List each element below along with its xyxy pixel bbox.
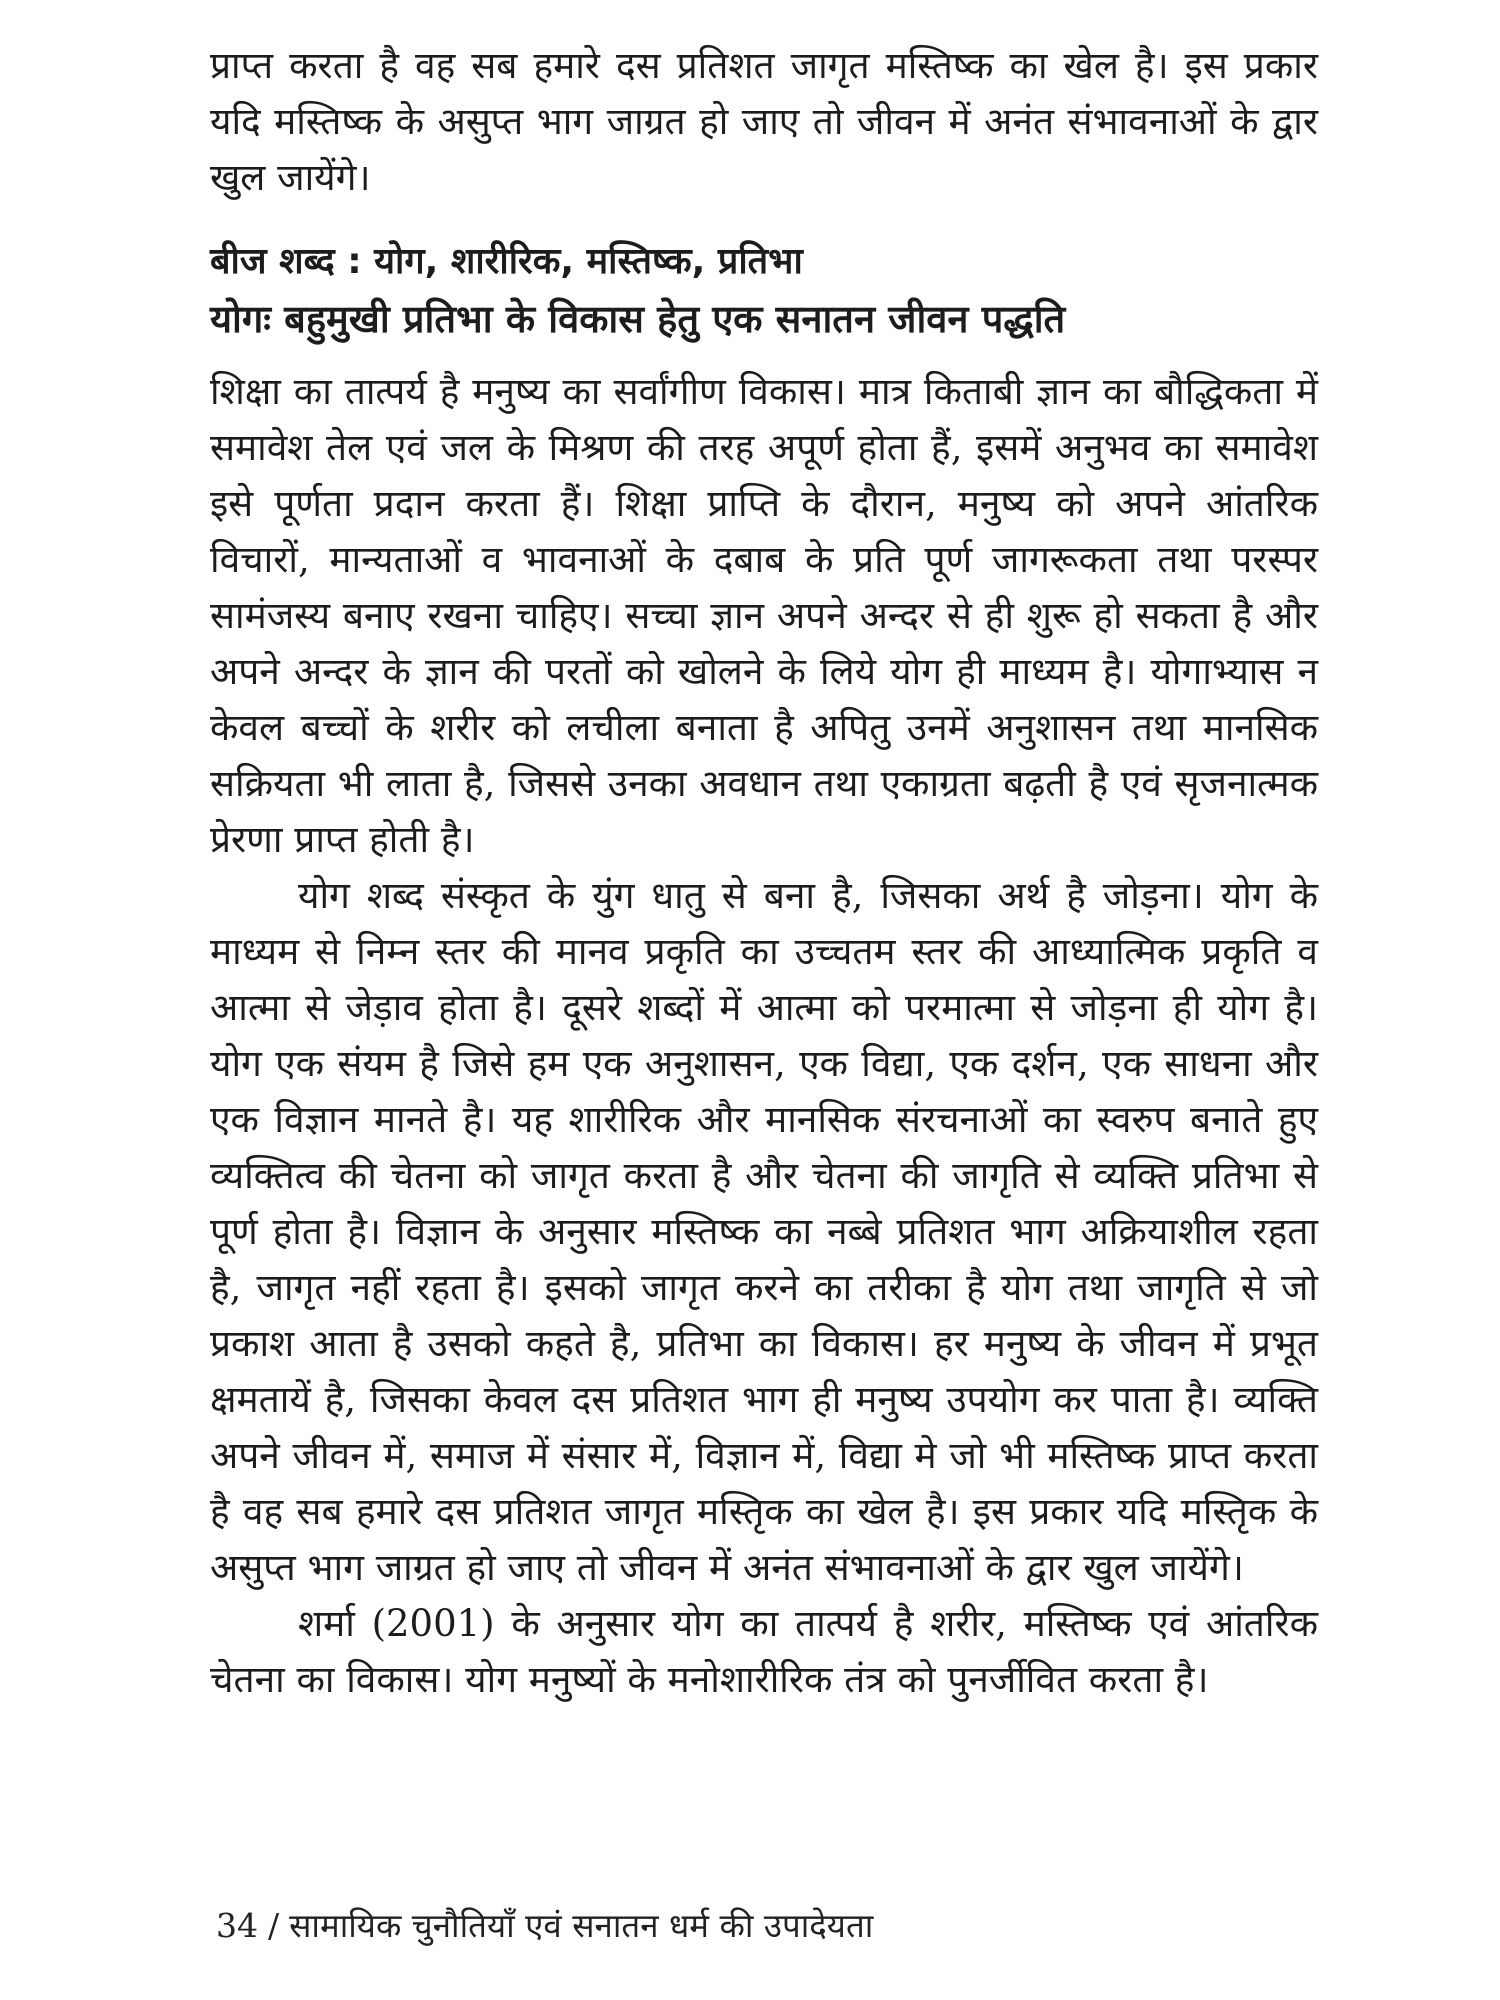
- body-paragraph-1: शिक्षा का तात्पर्य है मनुष्य का सर्वांगीण विकास। मात्र किताबी ज्ञान का बौद्धिकता में समावेश तेल एवं जल के मिश्रण की तरह अपूर्ण होता हैं, इसमें अनुभव का समावेश इसे पूर्णता प्रदान करता हैं। शिक्षा प्राप्ति के दौरान, मनुष्य को अपने आंतरिक विचारों, मान्यताओं व भावनाओं के दबाब के प्रति पूर्ण जागरूकता तथा परस्पर सामंजस्य बनाए रखना चाहिए। सच्चा ज्ञान अपने अन्दर से ही शुरू हो सकता है और अपने अन्दर के ज्ञान की परतों को खोलने के लिये योग ही माध्यम है। योगाभ्यास न केवल बच्चों के शरीर को लचीला बनाता है अपितु उनमें अनुशासन तथा मानसिक सक्रियता भी लाता है, जिससे उनका अवधान तथा एकाग्रता बढ़ती है एवं सृजनात्मक प्रेरणा प्राप्त होती है।: [210, 370, 1318, 861]
- keywords-line: बीज शब्द : योग, शारीरिक, मस्तिष्क, प्रतिभा: [210, 241, 803, 282]
- book-title: सामायिक चुनौतियाँ एवं सनातन धर्म की उपादेयता: [289, 1906, 874, 1945]
- continuation-paragraph: प्राप्त करता है वह सब हमारे दस प्रतिशत जागृत मस्तिष्क का खेल है। इस प्रकार यदि मस्तिष्क के असुप्त भाग जाग्रत हो जाए तो जीवन में अनंत संभावनाओं के द्वार खुल जायेंगे।: [210, 44, 1318, 199]
- page-body: [210, 38, 1318, 1708]
- section-heading: योगः बहुमुखी प्रतिभा के विकास हेतु एक सनातन जीवन पद्धति: [210, 297, 1066, 341]
- body-paragraph-3: शर्मा (2001) के अनुसार योग का तात्पर्य है शरीर, मस्तिष्क एवं आंतरिक चेतना का विकास। योग मनुष्यों के मनोशारीरिक तंत्र को पुनर्जीवित करता है।: [210, 1602, 1318, 1701]
- page-footer: [216, 1904, 873, 1948]
- body-paragraph-2: योग शब्द संस्कृत के युंग धातु से बना है, जिसका अर्थ है जोड़ना। योग के माध्यम से निम्न स्तर की मानव प्रकृति का उच्चतम स्तर की आध्यात्मिक प्रकृति व आत्मा से जेड़ाव होता है। दूसरे शब्दों में आत्मा को परमात्मा से जोड़ना ही योग है। योग एक संयम है जिसे हम एक अनुशासन, एक विद्या, एक दर्शन, एक साधना और एक विज्ञान मानते है। यह शारीरिक और मानसिक संरचनाओं का स्वरुप बनाते हुए व्यक्तित्व की चेतना को जागृत करता है और चेतना की जागृति से व्यक्ति प्रतिभा से पूर्ण होता है। विज्ञान के अनुसार मस्तिष्क का नब्बे प्रतिशत भाग अक्रियाशील रहता है, जागृत नहीं रहता है। इसको जागृत करने का तरीका है योग तथा जागृति से जो प्रकाश आता है उसको कहते है, प्रतिभा का विकास। हर मनुष्य के जीवन में प्रभूत क्षमतायें है, जिसका केवल दस प्रतिशत भाग ही मनुष्य उपयोग कर पाता है। व्यक्ति अपने जीवन में, समाज में संसार में, विज्ञान में, विद्या मे जो भी मस्तिष्क प्राप्त करता है वह सब हमारे दस प्रतिशत जागृत मस्तिृक का खेल है। इस प्रकार यदि मस्तिृक के असुप्त भाग जाग्रत हो जाए तो जीवन में अनंत संभावनाओं के द्वार खुल जायेंगे।: [210, 874, 1318, 1589]
- page-number: 34: [216, 1906, 258, 1945]
- footer-separator: /: [268, 1906, 280, 1945]
